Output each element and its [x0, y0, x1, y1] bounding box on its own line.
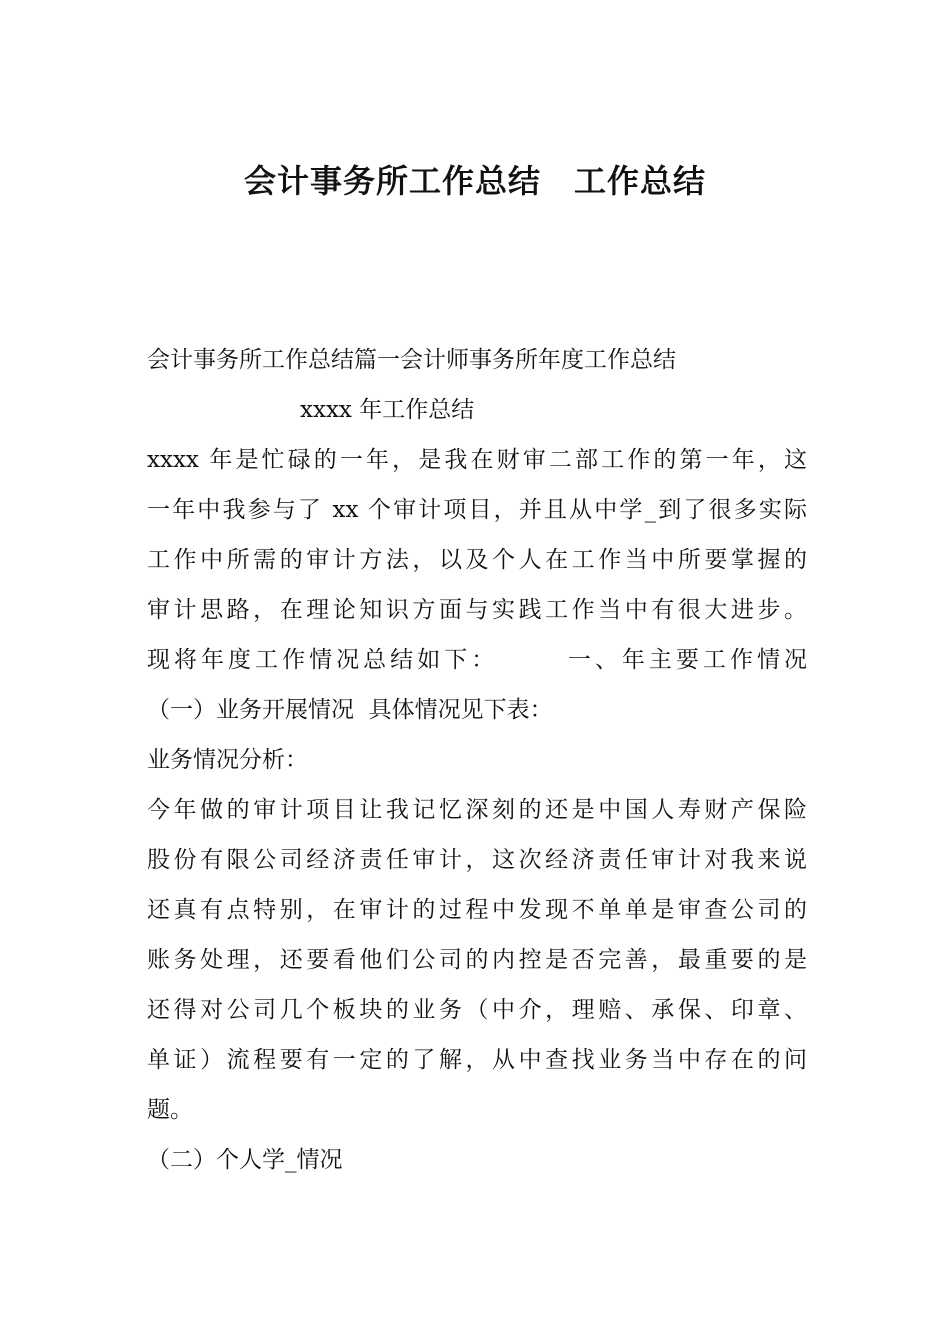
body-line: 还得对公司几个板块的业务（中介，理赔、承保、印章、	[147, 997, 807, 1023]
document-subtitle: 会计事务所工作总结篇一会计师事务所年度工作总结	[147, 347, 676, 373]
body-line: 工作中所需的审计方法，以及个人在工作当中所要掌握的	[147, 547, 807, 573]
body-line: 还真有点特别，在审计的过程中发现不单单是审查公司的	[147, 897, 807, 923]
body-line: xxxx 年是忙碌的一年，是我在财审二部工作的第一年，这	[147, 447, 807, 473]
body-line: 今年做的审计项目让我记忆深刻的还是中国人寿财产保险	[147, 797, 807, 823]
body-line: 单证）流程要有一定的了解，从中查找业务当中存在的问	[147, 1047, 807, 1073]
section-heading: （一）业务开展情况 具体情况见下表：	[147, 697, 553, 723]
section-heading: （二）个人学_情况	[147, 1147, 343, 1173]
body-line: 审计思路，在理论知识方面与实践工作当中有很大进步。	[147, 597, 807, 623]
body-line: 题。	[147, 1097, 193, 1123]
body-line: 业务情况分析：	[147, 747, 308, 773]
body-line: 一年中我参与了 xx 个审计项目，并且从中学_到了很多实际	[147, 497, 807, 523]
document-title: 会计事务所工作总结 工作总结	[243, 162, 706, 200]
year-heading: xxxx 年工作总结	[300, 397, 475, 423]
body-line: 账务处理，还要看他们公司的内控是否完善，最重要的是	[147, 947, 807, 973]
body-line: 现将年度工作情况总结如下： 一、年主要工作情况	[147, 647, 807, 673]
body-line: 股份有限公司经济责任审计，这次经济责任审计对我来说	[147, 847, 807, 873]
